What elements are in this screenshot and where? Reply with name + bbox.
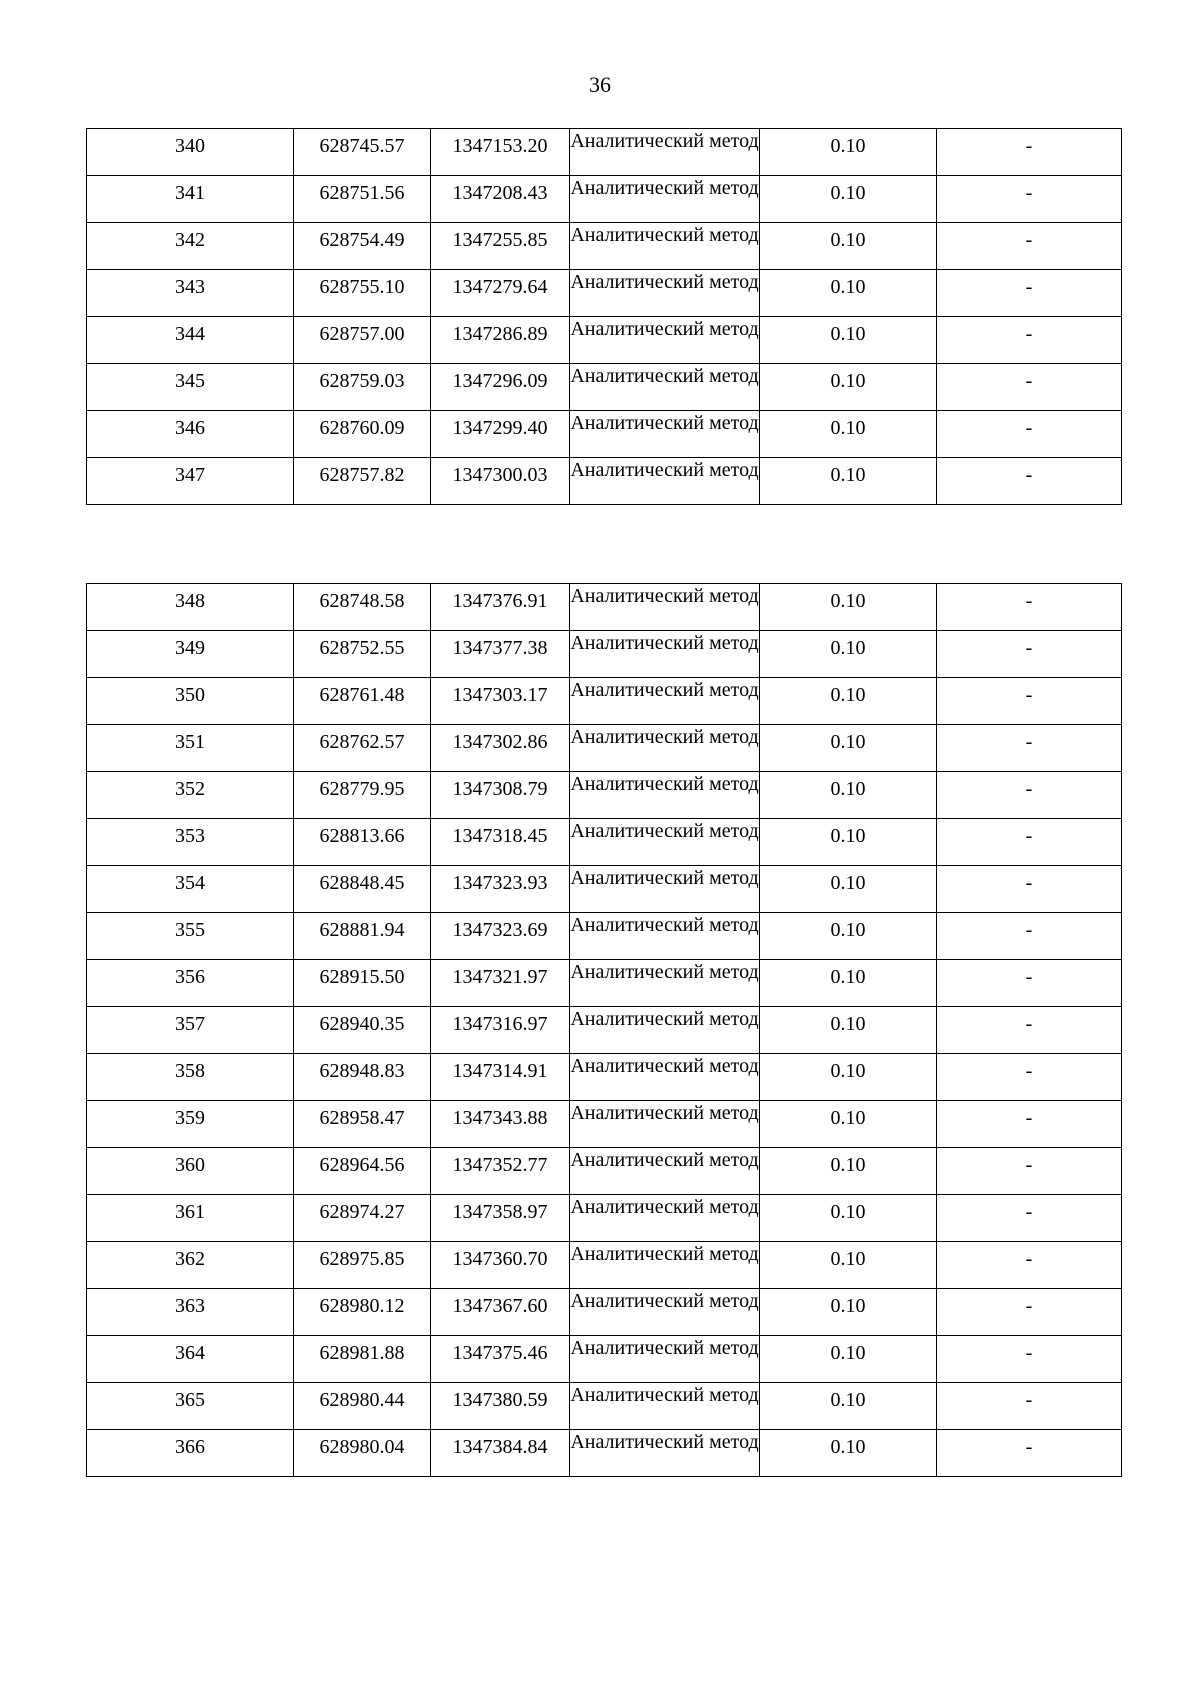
table-row (87, 678, 1122, 725)
accuracy-cell: 0.10 (760, 1054, 937, 1101)
accuracy-cell: 0.10 (760, 364, 937, 411)
y-coordinate-cell: 1347299.40 (431, 411, 570, 458)
table-row (87, 1054, 1122, 1101)
method-cell: Аналитический метод (570, 1430, 760, 1477)
note-cell: - (937, 1148, 1122, 1195)
point-number-cell: 345 (87, 364, 294, 411)
y-coordinate-cell: 1347314.91 (431, 1054, 570, 1101)
method-cell: Аналитический метод (570, 176, 760, 223)
point-number-cell: 356 (87, 960, 294, 1007)
note-cell: - (937, 458, 1122, 505)
x-coordinate-cell: 628745.57 (294, 129, 431, 176)
accuracy-cell: 0.10 (760, 458, 937, 505)
x-coordinate-cell: 628964.56 (294, 1148, 431, 1195)
x-coordinate-cell: 628980.12 (294, 1289, 431, 1336)
point-number-cell: 343 (87, 270, 294, 317)
point-number-cell: 366 (87, 1430, 294, 1477)
accuracy-cell: 0.10 (760, 223, 937, 270)
note-cell: - (937, 1383, 1122, 1430)
x-coordinate-cell: 628759.03 (294, 364, 431, 411)
accuracy-cell: 0.10 (760, 317, 937, 364)
y-coordinate-cell: 1347302.86 (431, 725, 570, 772)
y-coordinate-cell: 1347376.91 (431, 584, 570, 631)
x-coordinate-cell: 628948.83 (294, 1054, 431, 1101)
point-number-cell: 364 (87, 1336, 294, 1383)
method-cell: Аналитический метод (570, 129, 760, 176)
note-cell: - (937, 1054, 1122, 1101)
method-cell: Аналитический метод (570, 270, 760, 317)
y-coordinate-cell: 1347318.45 (431, 819, 570, 866)
x-coordinate-cell: 628958.47 (294, 1101, 431, 1148)
y-coordinate-cell: 1347286.89 (431, 317, 570, 364)
table-row (87, 913, 1122, 960)
y-coordinate-cell: 1347308.79 (431, 772, 570, 819)
method-cell: Аналитический метод (570, 772, 760, 819)
note-cell: - (937, 1101, 1122, 1148)
y-coordinate-cell: 1347380.59 (431, 1383, 570, 1430)
accuracy-cell: 0.10 (760, 1101, 937, 1148)
x-coordinate-cell: 628760.09 (294, 411, 431, 458)
coordinates-table-1 (86, 128, 1122, 505)
method-cell: Аналитический метод (570, 584, 760, 631)
accuracy-cell: 0.10 (760, 678, 937, 725)
accuracy-cell: 0.10 (760, 1336, 937, 1383)
point-number-cell: 365 (87, 1383, 294, 1430)
table-row (87, 772, 1122, 819)
y-coordinate-cell: 1347352.77 (431, 1148, 570, 1195)
method-cell: Аналитический метод (570, 678, 760, 725)
note-cell: - (937, 364, 1122, 411)
accuracy-cell: 0.10 (760, 176, 937, 223)
table-row (87, 317, 1122, 364)
x-coordinate-cell: 628848.45 (294, 866, 431, 913)
y-coordinate-cell: 1347358.97 (431, 1195, 570, 1242)
table-row (87, 584, 1122, 631)
method-cell: Аналитический метод (570, 1383, 760, 1430)
x-coordinate-cell: 628980.44 (294, 1383, 431, 1430)
table-row (87, 1007, 1122, 1054)
note-cell: - (937, 631, 1122, 678)
note-cell: - (937, 913, 1122, 960)
point-number-cell: 363 (87, 1289, 294, 1336)
table-row (87, 1242, 1122, 1289)
accuracy-cell: 0.10 (760, 1148, 937, 1195)
method-cell: Аналитический метод (570, 1007, 760, 1054)
method-cell: Аналитический метод (570, 1289, 760, 1336)
note-cell: - (937, 725, 1122, 772)
note-cell: - (937, 678, 1122, 725)
note-cell: - (937, 1242, 1122, 1289)
x-coordinate-cell: 628762.57 (294, 725, 431, 772)
method-cell: Аналитический метод (570, 458, 760, 505)
x-coordinate-cell: 628761.48 (294, 678, 431, 725)
point-number-cell: 353 (87, 819, 294, 866)
y-coordinate-cell: 1347316.97 (431, 1007, 570, 1054)
y-coordinate-cell: 1347367.60 (431, 1289, 570, 1336)
table-row (87, 176, 1122, 223)
accuracy-cell: 0.10 (760, 913, 937, 960)
x-coordinate-cell: 628757.00 (294, 317, 431, 364)
accuracy-cell: 0.10 (760, 1195, 937, 1242)
table-row (87, 1383, 1122, 1430)
accuracy-cell: 0.10 (760, 584, 937, 631)
table-row (87, 866, 1122, 913)
accuracy-cell: 0.10 (760, 631, 937, 678)
method-cell: Аналитический метод (570, 411, 760, 458)
accuracy-cell: 0.10 (760, 819, 937, 866)
method-cell: Аналитический метод (570, 960, 760, 1007)
y-coordinate-cell: 1347375.46 (431, 1336, 570, 1383)
accuracy-cell: 0.10 (760, 1289, 937, 1336)
x-coordinate-cell: 628813.66 (294, 819, 431, 866)
point-number-cell: 349 (87, 631, 294, 678)
point-number-cell: 358 (87, 1054, 294, 1101)
table-row (87, 1289, 1122, 1336)
y-coordinate-cell: 1347153.20 (431, 129, 570, 176)
point-number-cell: 354 (87, 866, 294, 913)
table-row (87, 364, 1122, 411)
y-coordinate-cell: 1347323.93 (431, 866, 570, 913)
method-cell: Аналитический метод (570, 1195, 760, 1242)
accuracy-cell: 0.10 (760, 1242, 937, 1289)
accuracy-cell: 0.10 (760, 1430, 937, 1477)
point-number-cell: 348 (87, 584, 294, 631)
method-cell: Аналитический метод (570, 631, 760, 678)
method-cell: Аналитический метод (570, 1054, 760, 1101)
y-coordinate-cell: 1347377.38 (431, 631, 570, 678)
x-coordinate-cell: 628974.27 (294, 1195, 431, 1242)
x-coordinate-cell: 628752.55 (294, 631, 431, 678)
table-row (87, 1195, 1122, 1242)
x-coordinate-cell: 628755.10 (294, 270, 431, 317)
coordinates-table-2 (86, 583, 1122, 1477)
x-coordinate-cell: 628981.88 (294, 1336, 431, 1383)
accuracy-cell: 0.10 (760, 411, 937, 458)
point-number-cell: 344 (87, 317, 294, 364)
y-coordinate-cell: 1347384.84 (431, 1430, 570, 1477)
method-cell: Аналитический метод (570, 1148, 760, 1195)
method-cell: Аналитический метод (570, 819, 760, 866)
note-cell: - (937, 1430, 1122, 1477)
accuracy-cell: 0.10 (760, 1007, 937, 1054)
table-row (87, 725, 1122, 772)
y-coordinate-cell: 1347300.03 (431, 458, 570, 505)
table-row (87, 129, 1122, 176)
note-cell: - (937, 223, 1122, 270)
table-row (87, 1101, 1122, 1148)
table-row (87, 1336, 1122, 1383)
accuracy-cell: 0.10 (760, 270, 937, 317)
point-number-cell: 342 (87, 223, 294, 270)
note-cell: - (937, 866, 1122, 913)
table-row (87, 819, 1122, 866)
table-row (87, 270, 1122, 317)
note-cell: - (937, 1289, 1122, 1336)
point-number-cell: 350 (87, 678, 294, 725)
table-row (87, 1148, 1122, 1195)
point-number-cell: 352 (87, 772, 294, 819)
y-coordinate-cell: 1347360.70 (431, 1242, 570, 1289)
accuracy-cell: 0.10 (760, 1383, 937, 1430)
table-row (87, 458, 1122, 505)
method-cell: Аналитический метод (570, 1101, 760, 1148)
method-cell: Аналитический метод (570, 866, 760, 913)
point-number-cell: 351 (87, 725, 294, 772)
note-cell: - (937, 270, 1122, 317)
x-coordinate-cell: 628779.95 (294, 772, 431, 819)
y-coordinate-cell: 1347321.97 (431, 960, 570, 1007)
y-coordinate-cell: 1347255.85 (431, 223, 570, 270)
note-cell: - (937, 129, 1122, 176)
x-coordinate-cell: 628980.04 (294, 1430, 431, 1477)
y-coordinate-cell: 1347303.17 (431, 678, 570, 725)
point-number-cell: 340 (87, 129, 294, 176)
x-coordinate-cell: 628754.49 (294, 223, 431, 270)
table-row (87, 960, 1122, 1007)
accuracy-cell: 0.10 (760, 772, 937, 819)
accuracy-cell: 0.10 (760, 866, 937, 913)
method-cell: Аналитический метод (570, 1242, 760, 1289)
point-number-cell: 360 (87, 1148, 294, 1195)
method-cell: Аналитический метод (570, 317, 760, 364)
point-number-cell: 362 (87, 1242, 294, 1289)
method-cell: Аналитический метод (570, 913, 760, 960)
y-coordinate-cell: 1347343.88 (431, 1101, 570, 1148)
y-coordinate-cell: 1347208.43 (431, 176, 570, 223)
y-coordinate-cell: 1347296.09 (431, 364, 570, 411)
y-coordinate-cell: 1347323.69 (431, 913, 570, 960)
note-cell: - (937, 1336, 1122, 1383)
table-row (87, 1430, 1122, 1477)
note-cell: - (937, 772, 1122, 819)
note-cell: - (937, 960, 1122, 1007)
method-cell: Аналитический метод (570, 1336, 760, 1383)
note-cell: - (937, 584, 1122, 631)
point-number-cell: 341 (87, 176, 294, 223)
method-cell: Аналитический метод (570, 364, 760, 411)
table-row (87, 411, 1122, 458)
table-row (87, 631, 1122, 678)
accuracy-cell: 0.10 (760, 129, 937, 176)
y-coordinate-cell: 1347279.64 (431, 270, 570, 317)
point-number-cell: 346 (87, 411, 294, 458)
note-cell: - (937, 411, 1122, 458)
point-number-cell: 355 (87, 913, 294, 960)
x-coordinate-cell: 628748.58 (294, 584, 431, 631)
accuracy-cell: 0.10 (760, 725, 937, 772)
x-coordinate-cell: 628881.94 (294, 913, 431, 960)
x-coordinate-cell: 628751.56 (294, 176, 431, 223)
point-number-cell: 357 (87, 1007, 294, 1054)
point-number-cell: 361 (87, 1195, 294, 1242)
point-number-cell: 347 (87, 458, 294, 505)
table-row (87, 223, 1122, 270)
note-cell: - (937, 317, 1122, 364)
note-cell: - (937, 176, 1122, 223)
note-cell: - (937, 1195, 1122, 1242)
note-cell: - (937, 819, 1122, 866)
method-cell: Аналитический метод (570, 725, 760, 772)
page-number: 36 (589, 72, 611, 97)
x-coordinate-cell: 628915.50 (294, 960, 431, 1007)
method-cell: Аналитический метод (570, 223, 760, 270)
x-coordinate-cell: 628940.35 (294, 1007, 431, 1054)
accuracy-cell: 0.10 (760, 960, 937, 1007)
note-cell: - (937, 1007, 1122, 1054)
x-coordinate-cell: 628757.82 (294, 458, 431, 505)
x-coordinate-cell: 628975.85 (294, 1242, 431, 1289)
point-number-cell: 359 (87, 1101, 294, 1148)
